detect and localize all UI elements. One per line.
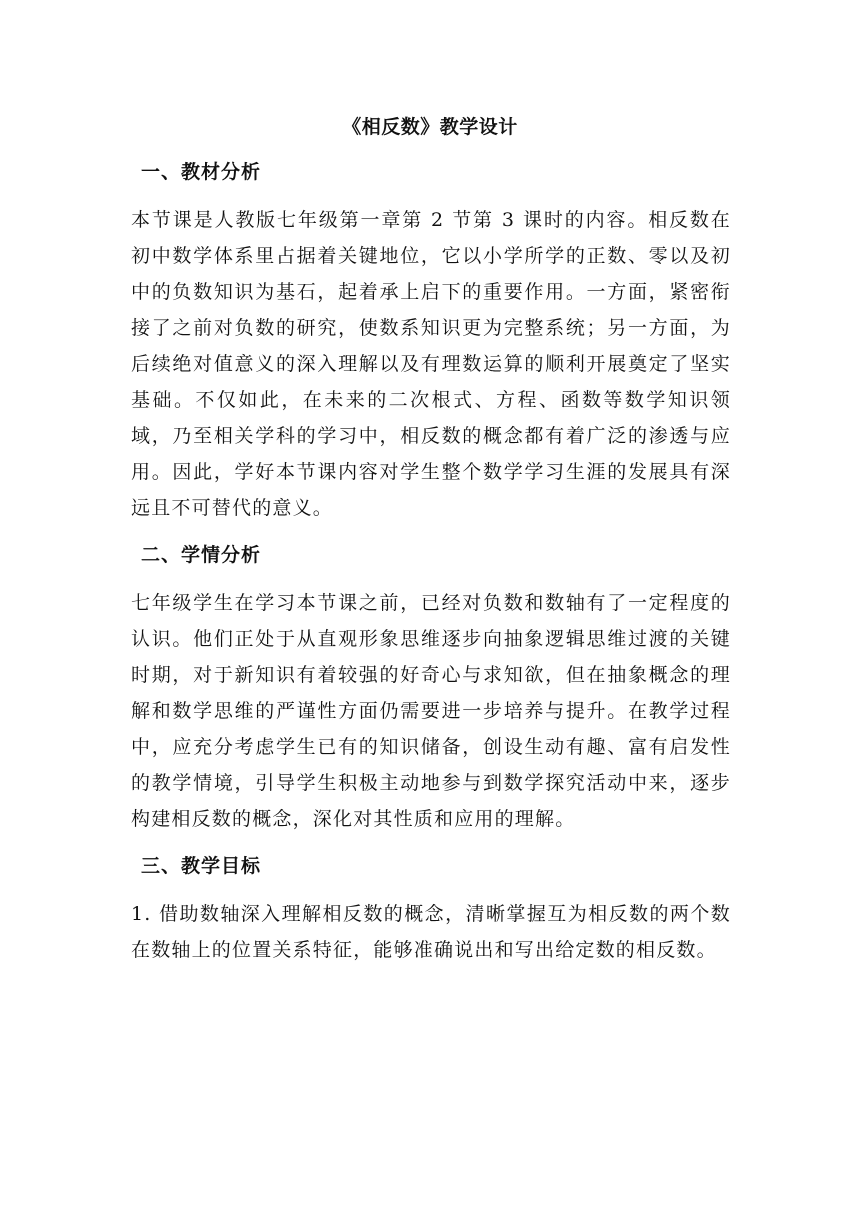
section-heading: 一、教材分析 (141, 161, 262, 183)
section-paragraph: 1. 借助数轴深入理解相反数的概念，清晰掌握互为相反数的两个数在数轴上的位置关系特征，能够准确说出和写出给定数的相反数。 (131, 903, 731, 961)
section-heading: 三、教学目标 (141, 855, 262, 877)
section-student-analysis (131, 540, 731, 837)
section-paragraph: 本节课是人教版七年级第一章第 2 节第 3 课时的内容。相反数在初中数学体系里占据着关键地位，它以小学所学的正数、零以及初中的负数知识为基石，起着承上启下的重要作用。一方面，紧密衔接了之前对负数的研究，使数系知识更为完整系统；另一方面，为后续绝对值意义的深入理解以及有理数运算的顺利开展奠定了坚实基础。不仅如此，在未来的二次根式、方程、函数等数学知识领域，乃至相关学科的学习中，相反数的概念都有着广泛的渗透与应用。因此，学好本节课内容对学生整个数学学习生涯的发展具有深远且不可替代的意义。 (131, 209, 731, 519)
document-body (131, 157, 731, 982)
section-textbook-analysis (131, 157, 731, 526)
section-teaching-goals (131, 851, 731, 968)
document-title: 《相反数》教学设计 (342, 116, 518, 138)
section-heading: 二、学情分析 (141, 544, 262, 566)
section-paragraph: 七年级学生在学习本节课之前，已经对负数和数轴有了一定程度的认识。他们正处于从直观形象思维逐步向抽象逻辑思维过渡的关键时期，对于新知识有着较强的好奇心与求知欲，但在抽象概念的理解和数学思维的严谨性方面仍需要进一步培养与提升。在教学过程中，应充分考虑学生已有的知识储备，创设生动有趣、富有启发性的教学情境，引导学生积极主动地参与到数学探究活动中来，逐步构建相反数的概念，深化对其性质和应用的理解。 (131, 592, 731, 830)
